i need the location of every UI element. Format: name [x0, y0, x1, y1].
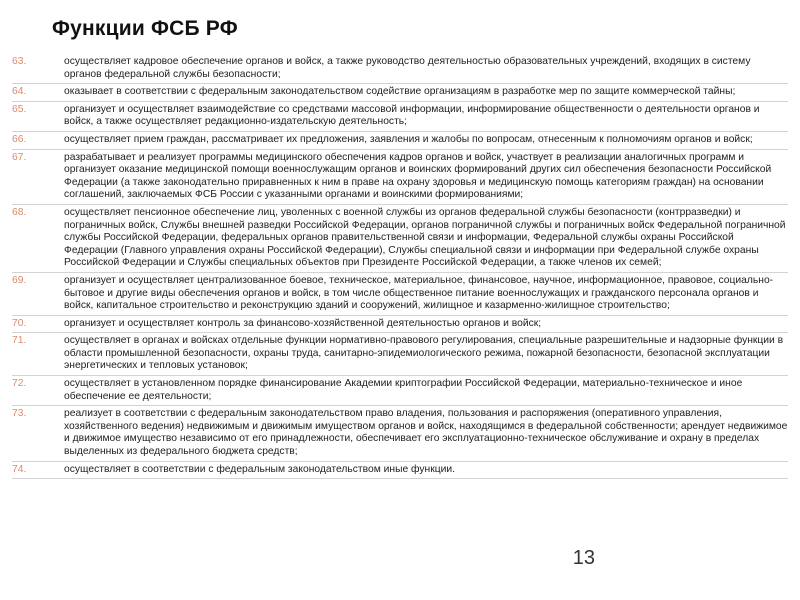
list-item-text: реализует в соответствии с федеральным законодательством право владения, пользования и распоряжения (оперативного управления, хозяйственного ведения) недвижимым и движимым имуществом органов и войск, находящимся в федеральной собственности; арендует недвижимое и движимое имущество независимо от его принадлежности, обеспечивает его эксплуатационно-техническое обслуживание и охрану в пределах выделенных из федерального бюджета средств;: [64, 408, 788, 458]
slide-page-number: 13: [572, 547, 595, 569]
list-item-text: осуществляет в органах и войсках отдельные функции нормативно-правового регулирования, специальные разрешительные и надзорные функции в области промышленной безопасности, охраны труда, санитарно-эпидемиологического режима, пожарной безопасности, безопасной эксплуатации энергетических и тепловых установок;: [64, 335, 784, 372]
list-item: [12, 104, 788, 132]
list-item-number: 68.: [12, 206, 27, 218]
list-item-text: осуществляет в соответствии с федеральным законодательством иные функции.: [64, 463, 456, 475]
list-item-text: разрабатывает и реализует программы медицинского обеспечения кадров органов и войск, участвует в реализации аналогичных программ и организует оказание медицинской помощи военнослужащим органов и воинских формирований других сил обеспечения безопасности Российской Федерации (а также законодательно приравненных к ним в праве на охрану здоровья и медицинскую помощь категориям граждан) на основании соглашений, заключаемых ФСБ России с указанными органами и воинскими формированиями;: [64, 151, 772, 201]
list-item-text: осуществляет в установленном порядке финансирование Академии криптографии Российской Федерации, материально-техническое и иное обеспечение ее деятельности;: [64, 378, 743, 402]
list-item: [12, 275, 788, 316]
list-item: [12, 464, 788, 480]
list-item-number: 74.: [12, 463, 27, 475]
list-item-number: 71.: [12, 335, 27, 347]
list-item-text: организует и осуществляет контроль за финансово-хозяйственной деятельностью органов и войск;: [64, 317, 542, 329]
list-item: [12, 408, 788, 461]
list-item-number: 66.: [12, 133, 27, 145]
list-item-number: 70.: [12, 317, 27, 329]
list-item: [12, 207, 788, 273]
list-item-text: осуществляет прием граждан, рассматривает их предложения, заявления и жалобы по вопросам, отнесенным к полномочиям органов и войск;: [64, 133, 753, 145]
list-item-number: 73.: [12, 408, 27, 420]
list-item: [12, 335, 788, 376]
list-item-text: организует и осуществляет взаимодействие со средствами массовой информации, информирование общественности о деятельности органов и войск, а также осуществляет редакционно-издательскую деятельность;: [64, 103, 760, 128]
list-item: [12, 152, 788, 205]
list-item-text: оказывает в соответствии с федеральным законодательством содействие организациям в разработке мер по защите коммерческой тайны;: [64, 86, 736, 98]
list-item-number: 64.: [12, 86, 27, 98]
list-item: [12, 318, 788, 334]
list-item-number: 67.: [12, 151, 27, 163]
list-item-number: 69.: [12, 274, 27, 286]
list-item-text: осуществляет пенсионное обеспечение лиц, уволенных с военной службы из органов федеральной службы безопасности (контрразведки) и пограничных войск, Службы внешней разведки Российской Федерации, органов пограничной службы и пограничных войск Федеральной пограничной службы Российской Федерации, федеральных органов правительственной связи и информации, Федеральной службы охраны Российской Федерации (Главного управления охраны Российской Федерации), Службы специальной связи и информации при Федеральной службе охраны Российской Федерации и Службы специальных объектов при Президенте Российской Федерации, а также членов их семей;: [64, 206, 786, 269]
list-item: [12, 86, 788, 102]
list-item: [12, 378, 788, 406]
list-item-number: 63.: [12, 56, 27, 67]
list-item-number: 65.: [12, 103, 27, 115]
list-item: [12, 134, 788, 150]
slide-title: Функции ФСБ РФ: [52, 17, 238, 40]
list-item: [12, 56, 788, 84]
list-item-text: осуществляет кадровое обеспечение органов и войск, а также руководство деятельностью образовательных учреждений, входящих в систему органов федеральной службы безопасности;: [64, 56, 751, 80]
functions-list: [12, 56, 788, 481]
list-item-number: 72.: [12, 378, 27, 390]
list-item-text: организует и осуществляет централизованное боевое, техническое, материальное, финансовое, научное, информационное, правовое, социально-бытовое и другие виды обеспечения органов и войск, в том числе общественное питание военнослужащих и гражданского персонала органов и войск, капитальное строительство и реконструкцию зданий и сооружений, жилищное и казарменно-жилищное строительство;: [64, 274, 774, 312]
